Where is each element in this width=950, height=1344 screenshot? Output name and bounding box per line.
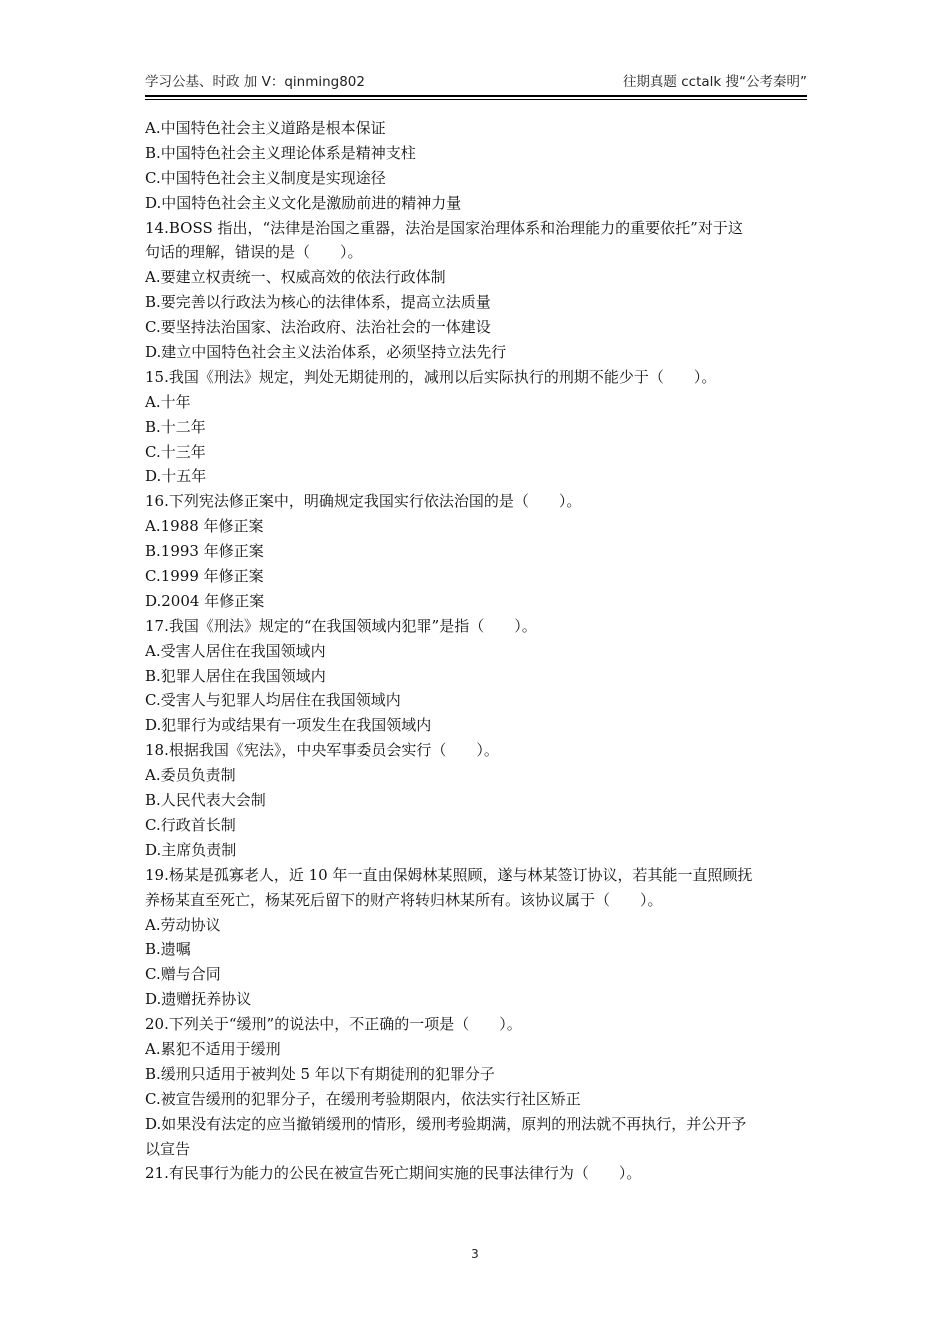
page-number: 3 [471,1247,479,1261]
question-19-line-1: 19.杨某是孤寡老人，近 10 年一直由保姆林某照顾，遂与林某签订协议，若其能一直照顾抚 [145,865,753,884]
header-rule-thin [145,99,807,100]
header-rule-thick [145,95,807,97]
text-line: B.人民代表大会制 [145,791,266,810]
question-17: 17.我国《刑法》规定的“在我国领域内犯罪”是指（ ）。 [145,616,537,635]
question-14-line-2: 句话的理解，错误的是（ ）。 [145,243,363,262]
text-line: A.劳动协议 [145,915,221,934]
text-line: D.主席负责制 [145,840,237,859]
text-line: A.十年 [145,392,191,411]
text-line: B.犯罪人居住在我国领域内 [145,666,326,685]
text-line: C.赠与合同 [145,965,221,984]
text-line: C.行政首长制 [145,815,236,834]
text-line: D.建立中国特色社会主义法治体系，必须坚持立法先行 [145,343,507,362]
text-line: A.委员负责制 [145,766,236,785]
text-line: C.中国特色社会主义制度是实现途径 [145,168,386,187]
text-line: A.中国特色社会主义道路是根本保证 [145,119,386,137]
text-line: D.犯罪行为或结果有一项发生在我国领域内 [145,716,432,735]
text-line: D.遗赠抚养协议 [145,990,252,1009]
document-body [145,116,807,1186]
text-line: A.受害人居住在我国领域内 [145,641,326,660]
text-line: D.中国特色社会主义文化是激励前进的精神力量 [145,193,462,212]
header-left-text: 学习公基、时政 加 V：qinming802 [145,74,365,90]
text-line: B.1993 年修正案 [145,542,264,561]
page-header [145,70,807,92]
question-19-line-2: 养杨某直至死亡，杨某死后留下的财产将转归林某所有。该协议属于（ ）。 [145,890,663,909]
text-line: 以宣告 [145,1139,191,1158]
question-16: 16.下列宪法修正案中，明确规定我国实行依法治国的是（ ）。 [145,492,582,511]
text-line: C.受害人与犯罪人均居住在我国领域内 [145,691,401,710]
text-line: A.要建立权责统一、权威高效的依法行政体制 [145,268,446,287]
question-21: 21.有民事行为能力的公民在被宣告死亡期间实施的民事法律行为（ ）。 [145,1164,642,1183]
question-20: 20.下列关于“缓刑”的说法中，不正确的一项是（ ）。 [145,1015,522,1034]
text-line: D.2004 年修正案 [145,591,265,610]
text-line: B.遗嘱 [145,940,191,959]
text-line: B.缓刑只适用于被判处 5 年以下有期徒刑的犯罪分子 [145,1064,495,1083]
text-line: C.被宣告缓刑的犯罪分子，在缓刑考验期限内，依法实行社区矫正 [145,1089,581,1108]
text-line: C.要坚持法治国家、法治政府、法治社会的一体建设 [145,318,491,337]
header-right-text: 往期真题 cctalk 搜“公考秦明” [622,74,807,90]
question-15: 15.我国《刑法》规定，判处无期徒刑的，减刑以后实际执行的刑期不能少于（ ）。 [145,367,717,386]
text-line: C.十三年 [145,442,206,461]
question-18: 18.根据我国《宪法》，中央军事委员会实行（ ）。 [145,741,499,760]
text-line: D.如果没有法定的应当撤销缓刑的情形，缓刑考验期满，原判的刑法就不再执行，并公开予 [145,1114,747,1133]
text-line: B.十二年 [145,417,206,436]
text-line: D.十五年 [145,467,207,486]
text-line: A.累犯不适用于缓刑 [145,1039,281,1058]
text-line: B.中国特色社会主义理论体系是精神支柱 [145,143,416,162]
text-line: A.1988 年修正案 [145,517,264,536]
text-line: C.1999 年修正案 [145,567,264,586]
question-14-line-1: 14.BOSS 指出，“法律是治国之重器，法治是国家治理体系和治理能力的重要依托”对于这 [145,218,743,237]
text-line: B.要完善以行政法为核心的法律体系，提高立法质量 [145,293,491,312]
